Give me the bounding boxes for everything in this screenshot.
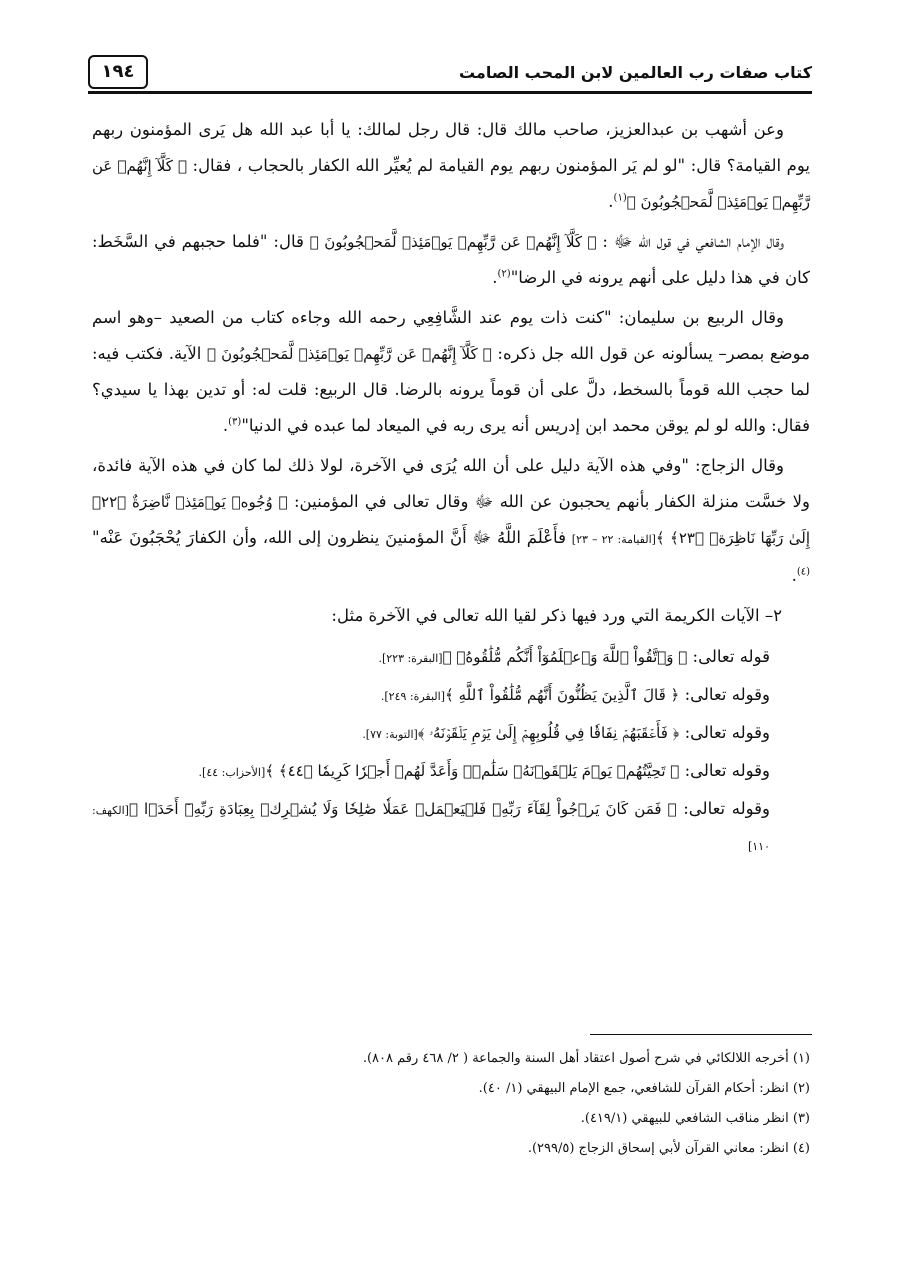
paragraph-rabi xyxy=(92,300,810,444)
verse-reference: [الكهف: ١١٠] xyxy=(92,804,770,853)
footnote-marker: (١) xyxy=(613,192,627,204)
paragraph-ashhab xyxy=(92,112,810,220)
footnotes xyxy=(92,1044,810,1164)
list-item xyxy=(92,640,770,676)
list-item xyxy=(92,678,770,714)
paragraph-text: وعن أشهب بن عبدالعزيز، صاحب مالك قال: قال رجل لمالك: يا أبا عبد الله هل يَرى المؤمنون ربهم يوم القيامة؟ قال: "لو لم يَر المؤمنون ربهم يوم القيامة لم يُعيِّر الله الكفار بالحجاب ، فقال: xyxy=(92,120,810,175)
verse-reference: [القيامة: ٢٢ – ٢٣] xyxy=(571,533,656,546)
quran-verse: ﴿ فَمَن كَانَ يَرۡجُواْ لِقَآءَ رَبِّهِۦ فَلۡيَعۡمَلۡ عَمَلٗا صَٰلِحٗا وَلَا يُشۡرِكۡ بِعِبَادَةِ رَبِّهِۦٓ أَحَدَۢا ﴾ xyxy=(128,800,677,818)
paragraph-text: وقال الربيع بن سليمان: "كنت ذات يوم عند الشَّافِعِي رحمه الله وجاءه كتاب من الصعيد –وهو اسم موضع بمصر– يسألونه عن قول الله جل ذكره: xyxy=(92,308,810,363)
page-body xyxy=(92,112,810,866)
quran-verse: ﴿ كَلَّآ إِنَّهُمۡ عَن رَّبِّهِمۡ يَوۡمَئِذٖ لَّمَحۡجُوبُونَ ﴾ xyxy=(309,233,597,251)
paragraph-text: وقال الإمام الشافعي في قول الله ﷻ : xyxy=(596,232,784,251)
quran-verse: ﴿ وَٱتَّقُواْ ٱللَّهَ وَٱعۡلَمُوٓاْ أَنَّكُم مُّلَٰقُوهُۗ ﴾ xyxy=(442,648,688,666)
footnote-separator xyxy=(590,1034,812,1035)
page-header xyxy=(88,55,812,93)
quran-verse: ﴿ كَلَّآ إِنَّهُمۡ عَن رَّبِّهِمۡ يَوۡمَئِذٖ لَّمَحۡجُوبُونَ ﴾ xyxy=(92,157,810,211)
footnote-1: (١) أخرجه اللالكائي في شرح أصول اعتقاد أهل السنة والجماعة ( ٢/ ٤٦٨ رقم ٨٠٨). xyxy=(362,1051,810,1066)
running-title: كتاب صفات رب العالمين لابن المحب الصامت xyxy=(458,63,812,82)
paragraph-end: . xyxy=(492,268,498,287)
paragraph-text: وقال الزجاج: "وفي هذه الآية دليل على أن الله يُرَى في الآخرة، لولا ذلك لما كان في هذه الآية فائدة، ولا خسَّت منزلة الكفار بأنهم يحجبون عن الله ﷻ وقال تعالى في المؤمنين: xyxy=(92,456,810,511)
verse-lead: وقوله تعالى: xyxy=(676,799,770,818)
list-item xyxy=(92,716,770,752)
verse-reference: [التوبة: ٧٧]. xyxy=(362,728,418,741)
verse-list xyxy=(92,640,810,864)
list-item xyxy=(92,754,770,790)
quran-verse: ﴿ وُجُوهٞ يَوۡمَئِذٖ نَّاضِرَةٌ ﴿٢٢﴾ إِلَىٰ رَبِّهَا نَاظِرَةٞ ﴿٢٣﴾ ﴾ xyxy=(92,493,810,547)
verse-lead: وقوله تعالى: xyxy=(679,761,770,780)
paragraph-zajjaj xyxy=(92,448,810,594)
paragraph-end: . xyxy=(222,416,229,435)
quran-verse: ﴿ تَحِيَّتُهُمۡ يَوۡمَ يَلۡقَوۡنَهُۥ سَلَٰمٞۚ وَأَعَدَّ لَهُمۡ أَجۡرٗا كَرِيمٗا ﴿٤٤﴾ ﴾ xyxy=(265,762,680,780)
verse-reference: [البقرة: ٢٤٩]. xyxy=(380,690,446,703)
quran-verse: ﴿ قَالَ ٱلَّذِينَ يَظُنُّونَ أَنَّهُم مُّلَٰقُواْ ٱللَّهِ ﴾ xyxy=(445,686,680,704)
footnote-4: (٤) انظر: معاني القرآن لأبي إسحاق الزجاج (٢٩٩/٥). xyxy=(527,1141,810,1156)
paragraph-end: . xyxy=(608,192,614,211)
paragraph-shafii xyxy=(92,224,810,296)
footnote-2: (٢) انظر: أحكام القرآن للشافعي، جمع الإمام البيهقي (١/ ٤٠). xyxy=(478,1081,810,1096)
paragraph-continuation: الآية. فكتب فيه: لما حجب الله قوماً بالسخط، دلَّ على أن قوماً يرونه بالرضا. قال الربيع: قلت له: أو تدين بهذا يا سيدي؟ فقال: والله لو لم يوقن محمد ابن إدريس أنه يرى ربه في الميعاد لما عبده في الدنيا" xyxy=(92,344,810,435)
paragraph-end: . xyxy=(791,566,797,585)
paragraph-continuation: فأَعْلَمَ اللَّهُ ﷻ أَنَّ المؤمنينَ ينظرون إلى الله، وأن الكفارَ يُحْجَبُونَ عَنْه" xyxy=(92,528,572,547)
verse-reference: [الأحزاب: ٤٤]. xyxy=(198,766,266,779)
page-number-box: ١٩٤ xyxy=(88,55,148,89)
footnote-marker: (٤) xyxy=(796,566,810,578)
verse-lead: قوله تعالى: xyxy=(687,647,770,666)
list-item xyxy=(92,792,770,864)
quran-verse: ﴿ كَلَّآ إِنَّهُمۡ عَن رَّبِّهِمۡ يَوۡمَئِذٖ لَّمَحۡجُوبُونَ ﴾ xyxy=(207,345,492,363)
footnote-marker: (٣) xyxy=(228,416,242,428)
verse-lead: وقوله تعالى: xyxy=(679,723,770,742)
verse-lead: وقوله تعالى: xyxy=(679,685,770,704)
quran-verse: ﴿ فَأَعۡقَبَهُمۡ نِفَاقٗا فِي قُلُوبِهِمۡ إِلَىٰ يَوۡمِ يَلۡقَوۡنَهُۥ ﴾ xyxy=(417,724,680,742)
footnote-3: (٣) انظر مناقب الشافعي للبيهقي (٤١٩/١). xyxy=(580,1111,810,1126)
verse-reference: [البقرة: ٢٢٣]. xyxy=(378,652,443,665)
header-rule xyxy=(88,91,812,94)
section-heading: ٢– الآيات الكريمة التي ورد فيها ذكر لقيا الله تعالى في الآخرة مثل: xyxy=(331,606,782,625)
paragraph-continuation: قال: "فلما حجبهم في السَّخَط: كان في هذا دليل على أنهم يرونه في الرضا" xyxy=(92,232,810,287)
footnote-marker: (٢) xyxy=(497,268,511,280)
